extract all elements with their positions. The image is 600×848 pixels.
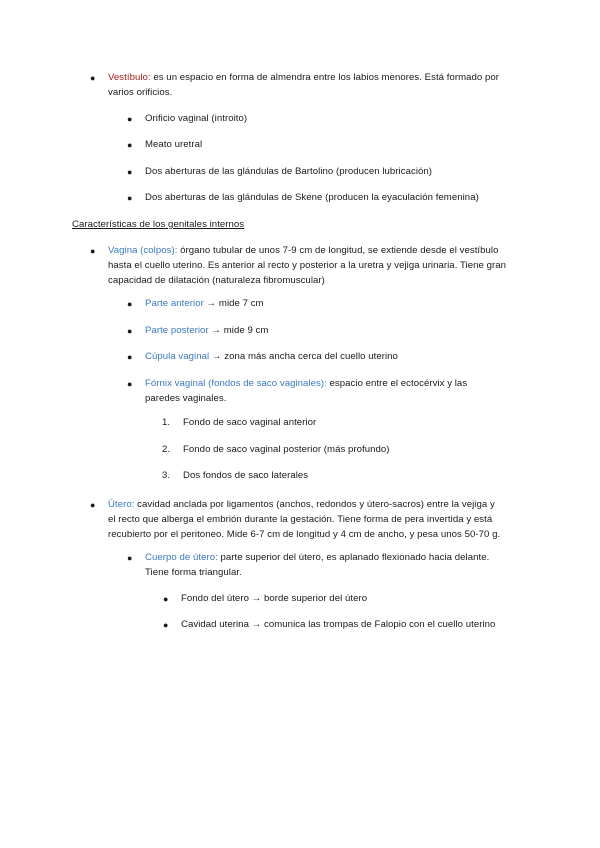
utero-desc: cavidad anclada por ligamentos (anchos, redondos y útero-sacros) entre la vejiga y <box>134 499 495 510</box>
list-item <box>145 349 398 365</box>
vestibulo-paragraph-line-2: varios orificios. <box>108 87 173 98</box>
cuerpo-line-2: Tiene forma triangular. <box>145 567 242 578</box>
bullet-icon: ● <box>127 379 133 389</box>
part-desc: → mide 9 cm <box>208 325 269 336</box>
vestibulo-desc: es un espacio en forma de almendra entre los labios menores. Está formado por <box>150 72 500 83</box>
list-item: Fondo de saco vaginal posterior (más profundo) <box>183 444 390 455</box>
vagina-paragraph-line-1 <box>108 243 528 259</box>
bullet-icon: ● <box>163 620 169 630</box>
list-item <box>145 296 264 312</box>
part-desc: → mide 7 cm <box>203 298 264 309</box>
utero-paragraph-line-2: el recto que alberga el embrión durante la gestación. Tiene forma de pera invertida y está <box>108 514 493 525</box>
vestibulo-paragraph-line-1 <box>108 70 528 86</box>
list-item: Fondo de saco vaginal anterior <box>183 417 317 428</box>
fornix-line-1 <box>145 376 528 392</box>
cuerpo-desc: parte superior del útero, es aplanado flexionado hacia delante. <box>217 552 490 563</box>
list-item: Dos aberturas de las glándulas de Skene (producen la eyaculación femenina) <box>145 192 479 203</box>
part-desc: → zona más ancha cerca del cuello uterino <box>209 351 398 362</box>
utero-paragraph-line-1 <box>108 497 528 513</box>
list-item: Meato uretral <box>145 139 203 150</box>
bullet-icon: ● <box>127 193 133 203</box>
list-item <box>145 323 268 339</box>
bullet-icon: ● <box>163 594 169 604</box>
bullet-icon: ● <box>127 352 133 362</box>
vagina-desc: órgano tubular de unos 7-9 cm de longitud, se extiende desde el vestíbulo <box>177 245 499 256</box>
utero-paragraph-line-3: recubierto por el peritoneo. Mide 6-7 cm de longitud y 4 cm de ancho, y pesa unos 50-70 g. <box>108 529 501 540</box>
fornix-term: Fórnix vaginal (fondos de saco vaginales): <box>145 378 327 389</box>
bullet-icon: ● <box>127 299 133 309</box>
bullet-icon: ● <box>127 114 133 124</box>
vagina-paragraph-line-3: capacidad de dilatación (naturaleza fibromuscular) <box>108 275 325 286</box>
cuerpo-term: Cuerpo de útero: <box>145 552 218 563</box>
bullet-icon: ● <box>90 73 96 83</box>
list-item: Dos aberturas de las glándulas de Bartolino (producen lubricación) <box>145 166 433 177</box>
section-heading: Características de los genitales internos <box>72 219 245 230</box>
fornix-line-2: paredes vaginales. <box>145 393 227 404</box>
bullet-icon: ● <box>127 326 133 336</box>
fornix-desc: espacio entre el ectocérvix y las <box>326 378 468 389</box>
bullet-icon: ● <box>127 140 133 150</box>
cuerpo-line-1 <box>145 550 528 566</box>
list-item: Cavidad uterina → comunica las trompas de Falopio con el cuello uterino <box>181 619 496 630</box>
part-term: Parte anterior <box>145 298 204 309</box>
vagina-paragraph-line-2: hasta el cuello uterino. Es anterior al recto y posterior a la uretra y vejiga urinaria. Tiene gran <box>108 260 506 271</box>
bullet-icon: ● <box>90 246 96 256</box>
bullet-icon: ● <box>90 500 96 510</box>
utero-term: Útero: <box>108 499 135 510</box>
bullet-icon: ● <box>127 167 133 177</box>
list-item: Fondo del útero → borde superior del útero <box>181 593 368 604</box>
part-term: Cúpula vaginal <box>145 351 210 362</box>
vagina-term: Vagina (colpos): <box>108 245 178 256</box>
list-number: 3. <box>162 470 171 481</box>
list-number: 2. <box>162 444 171 455</box>
list-item: Dos fondos de saco laterales <box>183 470 309 481</box>
list-number: 1. <box>162 417 171 428</box>
part-term: Parte posterior <box>145 325 209 336</box>
vestibulo-term: Vestíbulo: <box>108 72 151 83</box>
bullet-icon: ● <box>127 553 133 563</box>
list-item: Orificio vaginal (introito) <box>145 113 248 124</box>
